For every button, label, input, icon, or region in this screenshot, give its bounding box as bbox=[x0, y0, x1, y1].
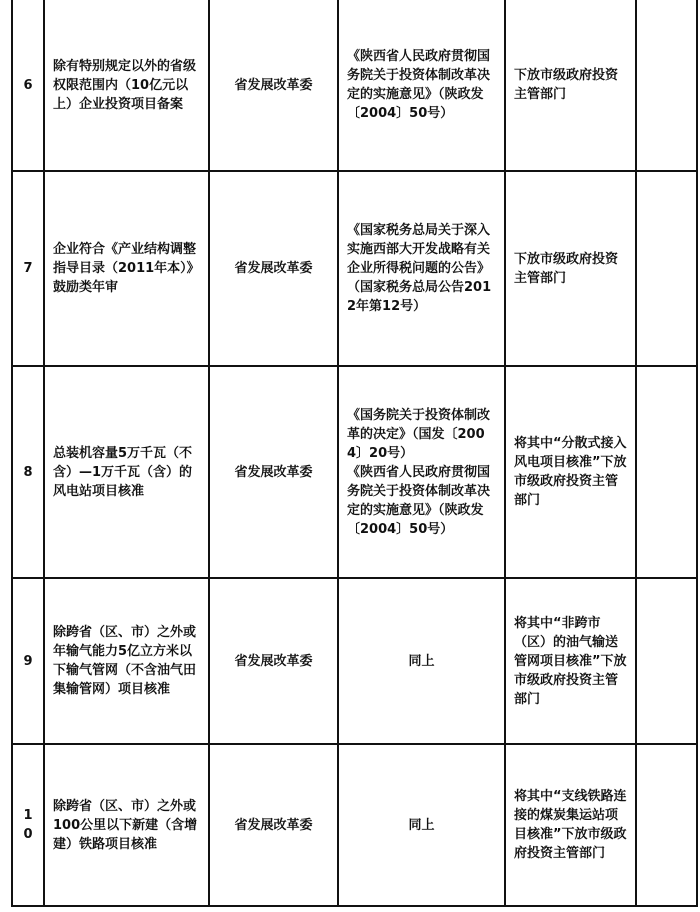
table-row bbox=[12, 744, 697, 906]
legal-basis bbox=[338, 171, 505, 366]
document-table bbox=[11, 0, 698, 907]
department: 省发展改革委 bbox=[209, 366, 338, 578]
basis-text: 《国家税务总局关于深入实施西部大开发战略有关企业所得税问题的公告》（国家税务总局公告2012年第12号） bbox=[347, 223, 492, 314]
handling-result: 将其中“非跨市（区）的油气输送管网项目核准”下放市级政府投资主管部门 bbox=[505, 578, 636, 744]
item-name: 企业符合《产业结构调整指导目录（2011年本）》鼓励类年审 bbox=[44, 171, 209, 366]
basis-same-as-above: 同上 bbox=[408, 653, 435, 669]
legal-basis bbox=[338, 0, 505, 171]
basis-text: 《陕西省人民政府贯彻国务院关于投资体制改革决定的实施意见》（陕政发〔2004〕50号） bbox=[347, 49, 491, 121]
item-name: 除有特别规定以外的省级权限范围内（10亿元以上）企业投资项目备案 bbox=[44, 0, 209, 171]
remarks-cell bbox=[636, 171, 697, 366]
row-number: 6 bbox=[12, 0, 44, 171]
item-name: 除跨省（区、市）之外或年输气能力5亿立方米以下输气管网（不含油气田集输管网）项目核准 bbox=[44, 578, 209, 744]
handling-result: 将其中“支线铁路连接的煤炭集运站项目核准”下放市级政府投资主管部门 bbox=[505, 744, 636, 906]
handling-result: 将其中“分散式接入风电项目核准”下放市级政府投资主管部门 bbox=[505, 366, 636, 578]
legal-basis bbox=[338, 578, 505, 744]
row-number: 8 bbox=[12, 366, 44, 578]
table-row bbox=[12, 171, 697, 366]
handling-result: 下放市级政府投资主管部门 bbox=[505, 0, 636, 171]
handling-result: 下放市级政府投资主管部门 bbox=[505, 171, 636, 366]
department: 省发展改革委 bbox=[209, 0, 338, 171]
remarks-cell bbox=[636, 366, 697, 578]
item-name: 除跨省（区、市）之外或100公里以下新建（含增建）铁路项目核准 bbox=[44, 744, 209, 906]
remarks-cell bbox=[636, 0, 697, 171]
item-name: 总装机容量5万千瓦（不含）—1万千瓦（含）的风电站项目核准 bbox=[44, 366, 209, 578]
department: 省发展改革委 bbox=[209, 744, 338, 906]
remarks-cell bbox=[636, 578, 697, 744]
department: 省发展改革委 bbox=[209, 171, 338, 366]
basis-text: 《国务院关于投资体制改革的决定》（国发〔2004〕20号） bbox=[347, 407, 491, 461]
row-number: 7 bbox=[12, 171, 44, 366]
basis-text: 《陕西省人民政府贯彻国务院关于投资体制改革决定的实施意见》（陕政发〔2004〕50号） bbox=[347, 464, 491, 537]
legal-basis bbox=[338, 744, 505, 906]
table-row bbox=[12, 0, 697, 171]
remarks-cell bbox=[636, 744, 697, 906]
department: 省发展改革委 bbox=[209, 578, 338, 744]
legal-basis bbox=[338, 366, 505, 578]
row-number: 9 bbox=[12, 578, 44, 744]
table-row bbox=[12, 366, 697, 578]
row-number: 10 bbox=[12, 744, 44, 906]
basis-same-as-above: 同上 bbox=[408, 817, 435, 833]
table-row bbox=[12, 578, 697, 744]
